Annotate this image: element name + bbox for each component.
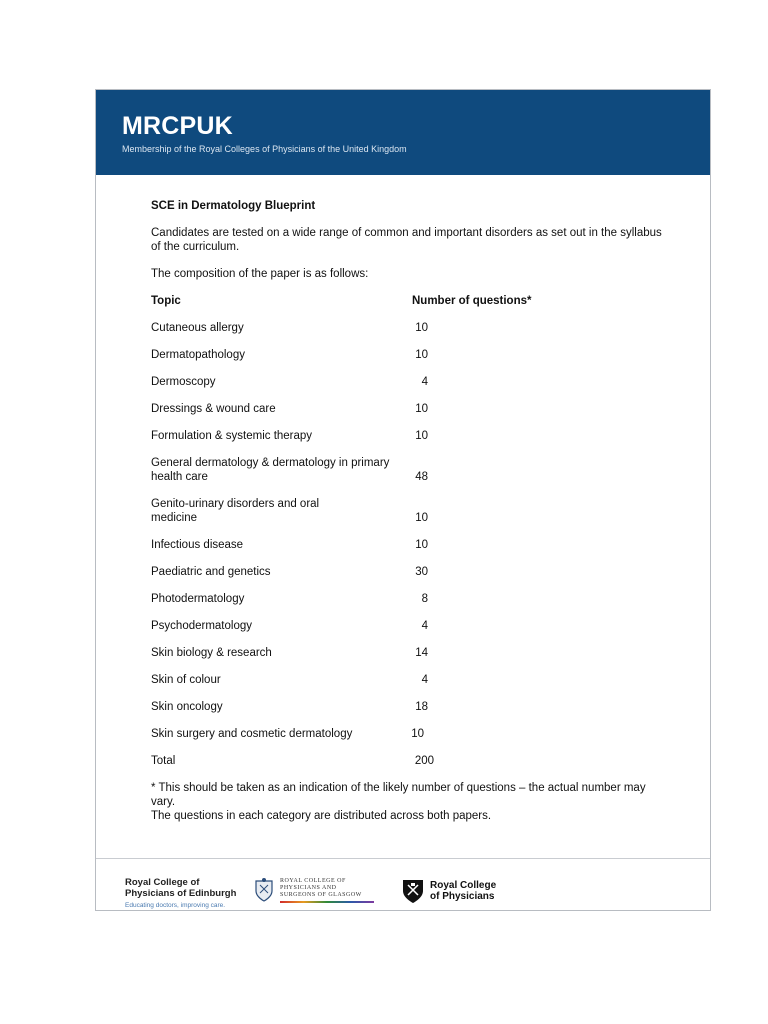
- table-row: [151, 700, 671, 714]
- table-row: [151, 348, 671, 362]
- questions-cell: 10: [415, 430, 428, 442]
- topic-cell: Photodermatology: [151, 593, 245, 605]
- topic-cell: General dermatology & dermatology in primary health care: [151, 457, 390, 483]
- document-page: [95, 89, 711, 911]
- table-row: [151, 727, 671, 741]
- topic-cell: Dermatopathology: [151, 349, 245, 361]
- table-row: [151, 673, 671, 687]
- topic-cell: Paediatric and genetics: [151, 566, 271, 578]
- rcp-name-line2: of Physicians: [430, 891, 495, 902]
- footnotes: [151, 781, 671, 823]
- topic-column-header: Topic: [151, 295, 181, 307]
- rcpsg-name-line3: SURGEONS OF GLASGOW: [280, 892, 362, 898]
- questions-cell: 10: [415, 403, 428, 415]
- questions-cell: 10: [415, 539, 428, 551]
- topic-cell: Dressings & wound care: [151, 403, 276, 415]
- topic-cell: Infectious disease: [151, 539, 244, 551]
- table-header: [151, 294, 671, 308]
- table-row: [151, 538, 671, 552]
- rcpsg-color-bar: [280, 901, 374, 903]
- intro-paragraph: Candidates are tested on a wide range of common and important disorders as set out in the syllabus of the curriculum.: [151, 227, 662, 253]
- crest-icon: [252, 877, 276, 903]
- topic-cell: Total: [151, 755, 176, 767]
- rcpsg-name-line1: ROYAL COLLEGE OF: [280, 878, 346, 884]
- topic-table: [151, 321, 671, 768]
- rcpe-logo: [125, 877, 236, 909]
- rcpsg-name-line2: PHYSICIANS AND: [280, 885, 337, 891]
- topic-cell: Skin biology & research: [151, 647, 272, 659]
- document-heading: SCE in Dermatology Blueprint: [151, 200, 316, 212]
- table-row: [151, 565, 671, 579]
- questions-cell: 10: [415, 512, 428, 524]
- crest-icon: [400, 877, 426, 905]
- composition-paragraph: The composition of the paper is as follows:: [151, 268, 369, 280]
- questions-cell: 10: [415, 322, 428, 334]
- questions-cell: 48: [415, 471, 428, 483]
- questions-cell: 18: [415, 701, 428, 713]
- topic-cell: Genito-urinary disorders and oral medicine: [151, 498, 320, 524]
- table-row-total: [151, 754, 671, 768]
- questions-cell: 4: [421, 620, 428, 632]
- table-row: [151, 429, 671, 443]
- questions-cell: 30: [415, 566, 428, 578]
- topic-cell: Skin oncology: [151, 701, 223, 713]
- questions-cell: 4: [421, 376, 428, 388]
- table-row: [151, 646, 671, 660]
- table-row: [151, 321, 671, 335]
- questions-cell: 14: [415, 647, 428, 659]
- footnote-estimate: * This should be taken as an indication of the likely number of questions – the actual number may vary.: [151, 782, 646, 808]
- topic-cell: Skin of colour: [151, 674, 221, 686]
- topic-cell: Skin surgery and cosmetic dermatology: [151, 728, 353, 740]
- table-row: [151, 375, 671, 389]
- table-row: [151, 497, 671, 525]
- rcpe-name-line1: Royal College of: [125, 877, 200, 888]
- rcpe-name-line2: Physicians of Edinburgh: [125, 888, 237, 899]
- rcp-name-line1: Royal College: [430, 880, 497, 891]
- footnote-distribution: The questions in each category are distributed across both papers.: [151, 810, 492, 822]
- rcpe-tagline: Educating doctors, improving care.: [125, 902, 226, 909]
- questions-cell: 10: [415, 349, 428, 361]
- college-logos-footer: [96, 858, 710, 913]
- topic-cell: Psychodermatology: [151, 620, 252, 632]
- topic-cell: Formulation & systemic therapy: [151, 430, 313, 442]
- header-banner: [96, 90, 710, 175]
- questions-cell: 10: [411, 728, 424, 740]
- document-body: [151, 199, 671, 823]
- questions-cell: 8: [421, 593, 428, 605]
- table-row: [151, 592, 671, 606]
- brand-subtitle: Membership of the Royal Colleges of Physicians of the United Kingdom: [122, 144, 407, 154]
- brand-logo-text: MRCPUK: [122, 112, 233, 140]
- topic-cell: Dermoscopy: [151, 376, 216, 388]
- topic-cell: Cutaneous allergy: [151, 322, 244, 334]
- questions-cell: 4: [421, 674, 428, 686]
- table-row: [151, 456, 671, 484]
- questions-cell: 200: [414, 755, 434, 767]
- table-row: [151, 619, 671, 633]
- questions-column-header: Number of questions*: [412, 295, 532, 307]
- table-row: [151, 402, 671, 416]
